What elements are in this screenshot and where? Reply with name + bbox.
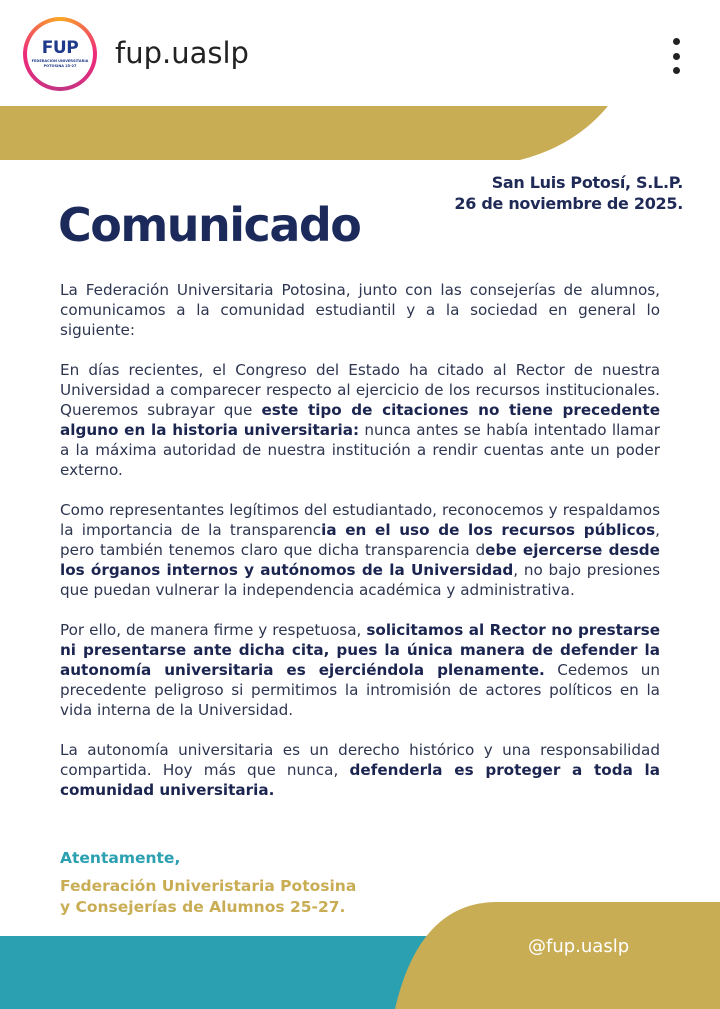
date-city: San Luis Potosí, S.L.P. (491, 173, 683, 192)
sign-attentamente: Atentamente, (60, 849, 181, 867)
p3-text-c: , pero también tenemos claro que dicha transparencia d (60, 521, 660, 559)
communique-body (60, 280, 660, 820)
post-image (0, 106, 720, 1009)
p3-text-e: , no bajo presiones que puedan vulnerar la independencia académica y administrativa. (60, 561, 661, 599)
date-day: 26 de noviembre de 2025. (454, 194, 683, 213)
sign-org-line2: y Consejerías de Alumnos 25-27. (60, 898, 346, 916)
p4-text-c: Cedemos un precedente peligroso si permitimos la intromisión de actores políticos en la vida interna de la Universidad. (60, 661, 660, 719)
p4-bold: solicitamos al Rector no prestarse ni presentarse ante dicha cita, pues la única manera de defender la autonomía universitaria es ejerciéndola plenamente. (60, 621, 660, 679)
p2-bold: este tipo de citaciones no tiene precedente alguno en la historia universitaria: (60, 401, 660, 439)
paragraph-4 (60, 620, 660, 720)
sign-org-line1: Federación Univeristaria Potosina (60, 877, 357, 895)
p3-bold-2: ebe ejercerse desde los órganos internos y autónomos de la Universidad (60, 541, 660, 579)
profile-avatar[interactable] (23, 17, 97, 91)
avatar-logo-text: FUP (41, 38, 79, 59)
p2-text-a: En días recientes, el Congreso del Estado ha citado al Rector de nuestra Universidad a comparecer respecto al ejercicio de los recursos institucionales. Queremos subrayar que (60, 361, 660, 419)
more-options-icon[interactable] (666, 38, 686, 74)
date-block (454, 172, 683, 214)
avatar-logo-subtitle: FEDERACIÓN UNIVERSITARIA POTOSINA 25-27 (31, 59, 89, 68)
p2-text-c: nunca antes se había intentado llamar a la máxima autoridad de nuestra institución a rendir cuentas ante un poder externo. (60, 421, 660, 479)
paragraph-3 (60, 500, 660, 600)
avatar-logo (27, 21, 93, 87)
username[interactable]: fup.uaslp (115, 36, 249, 70)
footer-handle: @fup.uaslp (528, 936, 630, 957)
paragraph-1: La Federación Universitaria Potosina, junto con las consejerías de alumnos, comunicamos a la comunidad estudiantil y a la sociedad en general lo siguiente: (60, 281, 660, 339)
p3-bold-1: ia en el uso de los recursos públicos (321, 521, 656, 539)
p4-text-a: Por ello, de manera firme y respetuosa, (60, 621, 367, 639)
p3-text-a: Como representantes legítimos del estudiantado, reconocemos y respaldamos la importancia de la transparenc (60, 501, 660, 539)
paragraph-5 (60, 740, 660, 800)
page-title: Comunicado (58, 198, 361, 252)
p5-text-a: La autonomía universitaria es un derecho histórico y una responsabilidad compartida. Hoy más que nunca, (60, 741, 660, 779)
post-header (0, 0, 720, 106)
paragraph-2 (60, 360, 660, 480)
top-gold-band (0, 106, 720, 160)
p5-bold: defenderla es proteger a toda la comunidad universitaria. (60, 761, 661, 799)
